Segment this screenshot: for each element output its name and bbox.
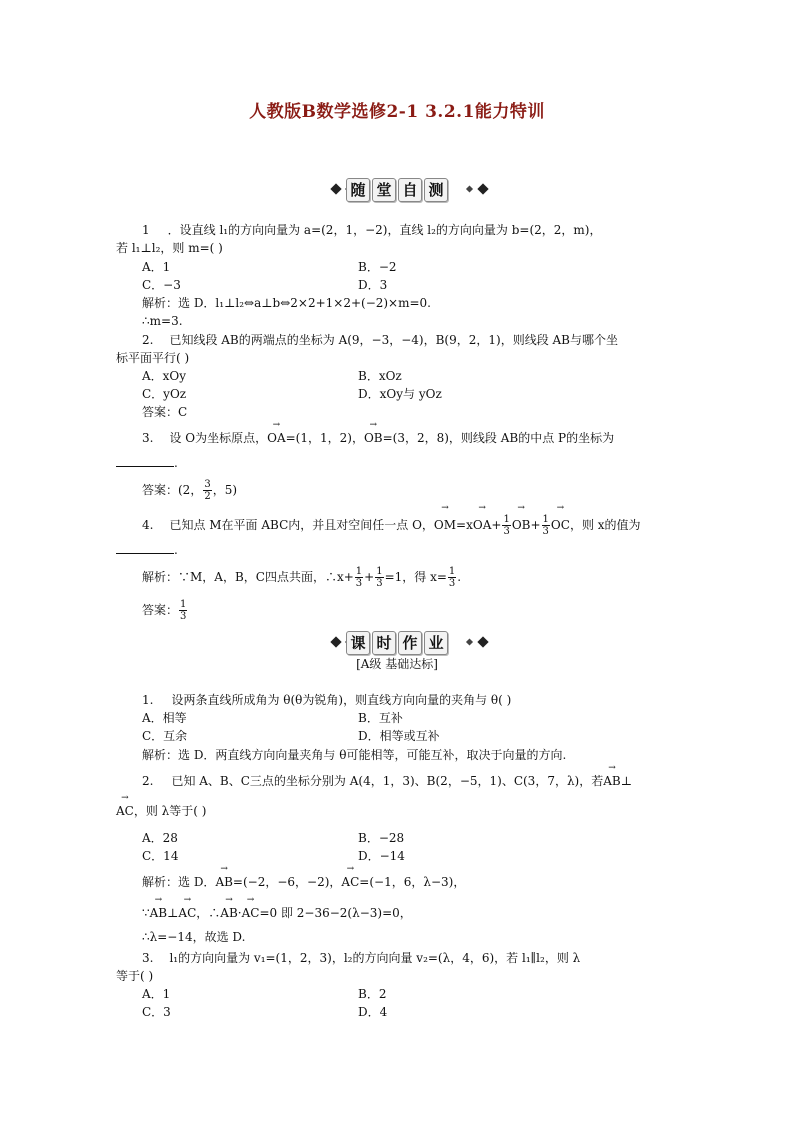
p3-option-d: D．4 — [358, 1005, 388, 1019]
section-banner-homework — [0, 627, 794, 657]
q4-text: 已知点 M在平面 ABC内，并且对空间任一点 O， — [169, 518, 434, 532]
p1-solution: 解析：选 D．两直线方向向量夹角与 θ可能相等，可能互补，取决于向量的方向. — [142, 748, 567, 762]
vector-oa: → OA — [473, 513, 492, 537]
vector-ac: → AC — [341, 874, 359, 890]
p2-solution-text: ∵ — [142, 906, 150, 920]
level-subtitle: [A级 基础达标] — [356, 657, 438, 671]
p3-stem-line1 — [142, 950, 580, 966]
q4-text: + — [530, 518, 541, 532]
q3-answer-text: 答案：(2， — [142, 483, 203, 497]
banner-char: 随 — [346, 178, 370, 202]
fraction — [542, 514, 550, 537]
vector-ob: → OB — [364, 430, 383, 446]
q4-solution-text: . — [457, 570, 462, 584]
fraction-denominator: 3 — [180, 611, 187, 622]
q2-stem1: 已知线段 AB的两端点的坐标为 A(9，−3，−4)，B(9，2，1)，则线段 AB与哪个坐 — [169, 333, 618, 347]
q4-stem — [142, 513, 641, 537]
vector-oc: → OC — [551, 513, 570, 537]
p1-option-b: B．互补 — [358, 711, 403, 725]
q1-option-c: C．−3 — [142, 278, 181, 292]
fraction-denominator: 2 — [204, 491, 211, 502]
p1-option-c: C．互余 — [142, 729, 188, 743]
p2-stem-text: 已知 A、B、C三点的坐标分别为 A(4，1，3)、B(2，−5，1)、C(3，7，λ)，若 — [171, 774, 604, 788]
q4-period: . — [174, 543, 178, 557]
p3-stem-text: l₁的方向向量为 v₁=(1，2，3)，l₂的方向向量 v₂=(λ，4，6)，若 l₁∥l₂，则 λ — [169, 951, 581, 965]
p2-option-d: D．−14 — [358, 849, 405, 863]
fraction — [448, 566, 456, 589]
fraction — [355, 566, 363, 589]
q3-blank-line — [116, 455, 178, 471]
banner-char: 堂 — [372, 178, 396, 202]
q1-stem1: ．设直线 l₁的方向向量为 a=(2，1，−2)，直线 l₂的方向向量为 b=(2，2，m)， — [167, 223, 602, 237]
vector-ac: → AC — [178, 905, 196, 921]
vector-om: → OM — [434, 513, 456, 537]
p2-solution-2 — [142, 905, 412, 921]
q4-text: =x — [456, 518, 473, 532]
q3-answer-text: ，5) — [212, 483, 238, 497]
p2-number: 2. — [142, 774, 154, 788]
vector-ab: → AB — [603, 773, 620, 789]
banner-char: 业 — [424, 631, 448, 655]
vector-ab: → AB — [220, 905, 237, 921]
p2-solution-text: ，∴ — [196, 906, 221, 920]
fraction-numerator: 1 — [355, 566, 363, 577]
fraction — [203, 479, 211, 502]
fraction-numerator: 1 — [376, 566, 383, 577]
q1-option-b: B．−2 — [358, 260, 397, 274]
banner-char: 自 — [398, 178, 422, 202]
q2-option-c: C．yOz — [142, 387, 187, 401]
page-title: 人教版B数学选修2-1 3.2.1能力特训 — [249, 102, 545, 122]
q3-stem — [142, 430, 614, 446]
banner-char: 测 — [424, 178, 448, 202]
vector-oa: → OA — [267, 430, 286, 446]
fraction-numerator: 1 — [448, 566, 456, 577]
banner-chars — [0, 174, 794, 202]
q2-option-a: A．xOy — [142, 369, 187, 383]
p1-stem-text: 设两条直线所成角为 θ(θ为锐角)，则直线方向向量的夹角与 θ( ) — [171, 693, 512, 707]
p2-option-c: C．14 — [142, 849, 179, 863]
p1-option-a: A．相等 — [142, 711, 187, 725]
q4-answer — [142, 598, 188, 622]
fraction — [502, 514, 510, 537]
fraction-numerator: 1 — [503, 514, 510, 525]
fraction — [375, 566, 383, 589]
q3-text: =(1，1，2)， — [285, 431, 364, 445]
fraction-numerator: 1 — [542, 514, 549, 525]
p1-stem — [142, 692, 511, 708]
q4-text: ，则 x的值为 — [569, 518, 641, 532]
q1-option-a: A．1 — [142, 260, 171, 274]
q3-text: =(3，2，8)，则线段 AB的中点 P的坐标为 — [382, 431, 615, 445]
vector-ob: → OB — [512, 513, 531, 537]
p2-solution-1 — [142, 874, 465, 890]
p3-number: 3. — [142, 951, 154, 965]
p3-option-a: A．1 — [142, 987, 171, 1001]
p2-solution-text: =(−1，6，λ−3)， — [359, 875, 466, 889]
fraction-denominator: 3 — [355, 578, 363, 589]
p2-stem-text: ⊥ — [620, 774, 633, 788]
fraction — [179, 599, 187, 622]
q2-answer: 答案：C — [142, 405, 188, 419]
answer-blank — [116, 456, 174, 467]
q1-solution: 解析：选 D．l₁⊥l₂⇔a⊥b⇔2×2+1×2+(−2)×m=0. — [142, 296, 431, 310]
fraction-numerator: 1 — [180, 599, 187, 610]
p3-option-c: C．3 — [142, 1005, 171, 1019]
banner-char: 作 — [398, 631, 422, 655]
q2-option-b: B．xOz — [358, 369, 402, 383]
vector-ab: → AB — [150, 905, 167, 921]
q4-text: + — [491, 518, 502, 532]
fraction-denominator: 3 — [503, 526, 510, 537]
p2-stem-text: ，则 λ等于( ) — [133, 804, 207, 818]
vector-ab: → AB — [215, 874, 232, 890]
p2-solution-text: · — [237, 906, 242, 920]
q1-option-d: D．3 — [358, 278, 388, 292]
section-banner-practice — [0, 174, 794, 204]
p2-solution-text: =0 即 2−36−2(λ−3)=0， — [259, 906, 412, 920]
p2-option-a: A．28 — [142, 831, 178, 845]
p2-solution-text: =(−2，−6，−2)， — [232, 875, 342, 889]
q4-solution-text: =1，得 x= — [384, 570, 447, 584]
fraction-denominator: 3 — [376, 578, 383, 589]
p2-solution-3: ∴λ=−14，故选 D. — [142, 930, 246, 944]
q4-blank-line — [116, 542, 178, 558]
q4-answer-text: 答案： — [142, 603, 179, 617]
p2-solution-text: 解析：选 D． — [142, 875, 216, 889]
q3-period: . — [174, 456, 178, 470]
q2-stem-line1 — [142, 332, 618, 348]
p3-option-b: B．2 — [358, 987, 387, 1001]
p3-stem-line2: 等于( ) — [116, 969, 154, 983]
fraction-denominator: 3 — [448, 578, 456, 589]
fraction-numerator: 3 — [204, 479, 211, 490]
q4-solution — [142, 565, 461, 589]
p2-solution-text: ⊥ — [167, 906, 179, 920]
q4-solution-text: 解析：∵M，A，B，C四点共面，∴x+ — [142, 570, 354, 584]
vector-ac: → AC — [242, 905, 260, 921]
banner-char: 课 — [346, 631, 370, 655]
p2-stem-line2 — [116, 803, 206, 819]
q3-text: 设 O为坐标原点， — [169, 431, 268, 445]
answer-blank — [116, 543, 174, 554]
q1-solution-2: ∴m=3. — [142, 314, 183, 328]
q3-answer — [142, 478, 237, 502]
q3-number: 3. — [142, 431, 154, 445]
vector-ac: → AC — [116, 803, 134, 819]
q1-stem-line1 — [142, 222, 601, 238]
q2-stem-line2: 标平面平行( ) — [116, 351, 190, 365]
q1-stem-line2: 若 l₁⊥l₂，则 m=( ) — [116, 241, 223, 255]
q2-number: 2. — [142, 333, 154, 347]
q1-number: 1 — [142, 223, 150, 237]
p1-option-d: D．相等或互补 — [358, 729, 440, 743]
fraction-denominator: 3 — [542, 526, 549, 537]
p2-option-b: B．−28 — [358, 831, 405, 845]
p2-stem-line1 — [142, 773, 632, 789]
p1-number: 1. — [142, 693, 154, 707]
banner-chars — [0, 627, 794, 655]
q2-option-d: D．xOy与 yOz — [358, 387, 442, 401]
banner-char: 时 — [372, 631, 396, 655]
q4-number: 4. — [142, 518, 154, 532]
q4-solution-text: + — [364, 570, 375, 584]
